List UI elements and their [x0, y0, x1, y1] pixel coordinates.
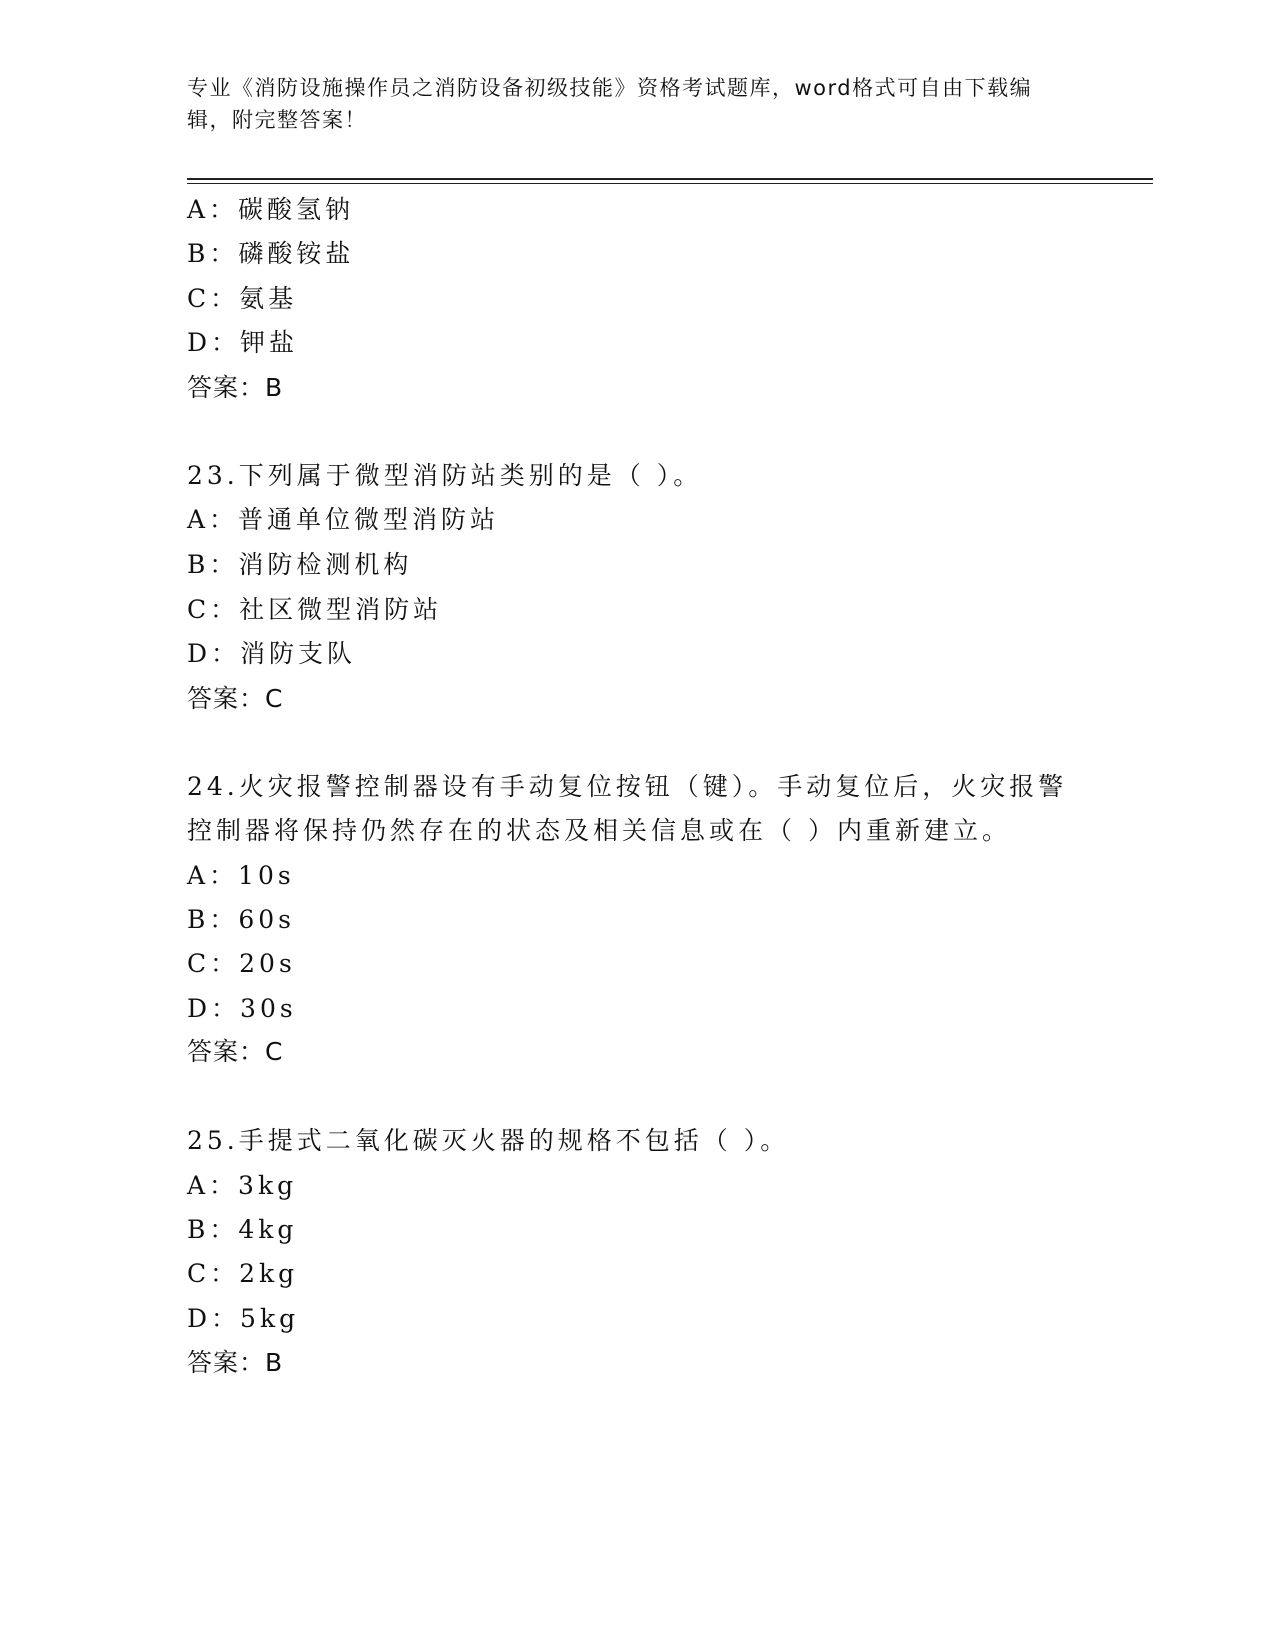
- option-c: C：社区微型消防站: [187, 595, 443, 624]
- option-c: C：氨基: [187, 284, 298, 313]
- document-header: 专业《消防设施操作员之消防设备初级技能》资格考试题库，word格式可自由下载编辑，附完整答案！: [187, 76, 1033, 132]
- option-a: A：10s: [187, 861, 295, 890]
- option-a: A：普通单位微型消防站: [187, 505, 500, 534]
- answer-line: 答案：B: [187, 1348, 284, 1377]
- option-b: B：60s: [187, 905, 296, 934]
- header-divider-thin: [187, 183, 1153, 184]
- question-stem: 25.手提式二氧化碳灭火器的规格不包括（ ）。: [187, 1126, 790, 1155]
- option-d: D：消防支队: [187, 639, 357, 668]
- question-stem-line-1: 24.火灾报警控制器设有手动复位按钮（键）。手动复位后，火灾报警: [187, 772, 1068, 801]
- option-b: B：4kg: [187, 1215, 298, 1244]
- option-a: A：碳酸氢钠: [187, 195, 355, 224]
- answer-line: 答案：B: [187, 373, 284, 402]
- option-a: A：3kg: [187, 1171, 298, 1200]
- option-d: D：钾盐: [187, 328, 299, 357]
- option-c: C：20s: [187, 949, 296, 978]
- option-c: C：2kg: [187, 1259, 299, 1288]
- option-d: D：5kg: [187, 1304, 300, 1333]
- question-stem: 23.下列属于微型消防站类别的是（ ）。: [187, 461, 703, 490]
- option-d: D：30s: [187, 994, 297, 1023]
- answer-line: 答案：C: [187, 1037, 284, 1066]
- option-b: B：消防检测机构: [187, 550, 413, 579]
- question-stem-line-2: 控制器将保持仍然存在的状态及相关信息或在（ ）内重新建立。: [187, 816, 1011, 845]
- header-divider-thick: [187, 178, 1153, 180]
- answer-line: 答案：C: [187, 684, 284, 713]
- option-b: B：磷酸铵盐: [187, 239, 355, 268]
